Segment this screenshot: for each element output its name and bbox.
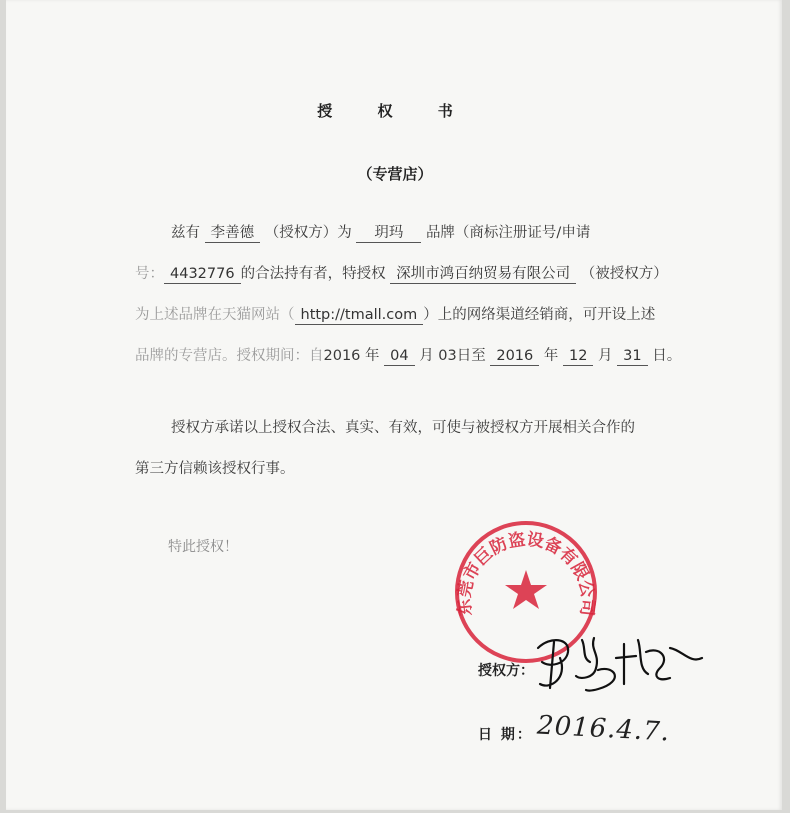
website-url: http://tmall.com (295, 306, 424, 325)
authorization-paragraph (135, 213, 695, 377)
start-year: 2016 (323, 348, 361, 364)
start-day: 03 (438, 348, 457, 364)
seal-text: 东莞市巨防盗设备有限公司 (454, 529, 598, 617)
registration-number: 4432776 (164, 265, 241, 284)
grantor-label: 授权方： (478, 663, 534, 679)
commitment-paragraph (135, 408, 715, 490)
end-day: 31 (617, 347, 647, 366)
document-subtitle: （专营店） (357, 165, 433, 183)
end-month: 12 (563, 347, 593, 366)
grantor-name: 李善德 (205, 224, 261, 243)
commitment-line-2: 第三方信赖该授权行事。 (135, 461, 295, 477)
closing-text: 特此授权！ (168, 539, 238, 555)
para-line-1: 兹有 李善德 （授权方）为 玥玛 品牌（商标注册证号/申请 (171, 225, 591, 241)
para-line-4: 品牌的专营店。授权期间：自2016 年 04 月 03日至 2016 年 12 月 31 日。 (135, 348, 682, 364)
handwritten-date: 2016.4.7. (536, 710, 671, 748)
handwritten-signature-icon (520, 618, 710, 698)
para-line-3: 为上述品牌在天猫网站（ http://tmall.com ）上的网络渠道经销商，可开设上述 (135, 307, 656, 323)
end-year: 2016 (490, 347, 539, 366)
commitment-line-1: 授权方承诺以上授权合法、真实、有效，可使与被授权方开展相关合作的 (171, 420, 635, 436)
para-line-2: 号： 4432776 的合法持有者，特授权 深圳市鸿百纳贸易有限公司 （被授权方） (135, 266, 668, 282)
grantee-name: 深圳市鸿百纳贸易有限公司 (390, 265, 576, 284)
start-month: 04 (384, 347, 414, 366)
date-label: 日 期： (478, 727, 533, 743)
document-title: 授 权 书 (317, 102, 473, 120)
brand-name: 玥玛 (356, 224, 421, 243)
